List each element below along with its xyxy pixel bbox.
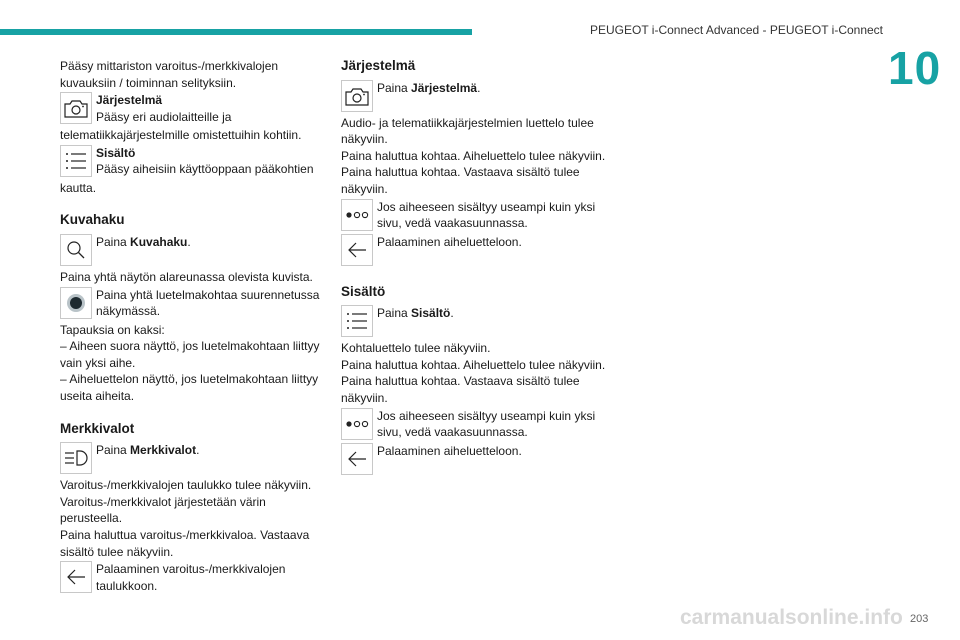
merkkivalot-back-entry [60, 561, 326, 595]
jarjestelma-back-text: Palaaminen aiheluetteloon. [377, 234, 522, 249]
sisalto-p2: Paina haluttua kohtaa. Aiheluettelo tulee näkyviin. [341, 357, 606, 372]
list-icon [60, 145, 92, 177]
kuvahaku-p3: – Aiheen suora näyttö, jos luetelmakohtaan liittyy vain yksi aihe. [60, 339, 320, 370]
sisalto-dots-entry [341, 408, 607, 442]
jarjestelma-heading: Järjestelmä [341, 58, 416, 73]
jarjestelma-paina-entry [341, 80, 607, 114]
merkkivalot-instruction: Paina Merkkivalot. [96, 443, 200, 458]
search-icon [60, 234, 92, 266]
back-arrow-icon [341, 234, 373, 266]
sisalto-p1: Kohtaluettelo tulee näkyviin. [341, 341, 491, 356]
dot-button-icon [60, 287, 92, 319]
page-dots-icon [341, 408, 373, 440]
kuvahaku-entry [60, 234, 326, 268]
jarjestelma-dots-entry [341, 199, 607, 233]
sisalto-desc: Pääsy aiheisiin käyttöoppaan pääkohtien [96, 162, 314, 177]
jarjestelma-instruction: Paina Järjestelmä. [377, 80, 481, 95]
jarjestelma-p3: Paina haluttua kohtaa. Vastaava sisältö tulee näkyviin. [341, 165, 580, 196]
sisalto-entry [60, 145, 326, 179]
sisalto-heading: Sisältö [341, 283, 386, 299]
kuvahaku-p2: Tapauksia on kaksi: [60, 322, 165, 337]
sisalto-dots-text: Jos aiheeseen sisältyy useampi kuin yksi sivu, vedä vaakasuunnassa. [377, 408, 596, 440]
jarjestelma-desc: Pääsy eri audiolaitteille ja [96, 109, 232, 124]
sisalto-instruction: Paina Sisältö. [377, 306, 454, 321]
page-number: 203 [910, 613, 929, 625]
sisalto-back-entry [341, 443, 607, 477]
header-title: PEUGEOT i-Connect Advanced - PEUGEOT i-Connect [590, 23, 884, 37]
sisalto-back-text: Palaaminen aiheluetteloon. [377, 443, 522, 458]
intro-text: Pääsy mittariston varoitus-/merkkivalojen kuvauksiin / toiminnan selityksiin. [60, 59, 279, 90]
camera-icon [341, 80, 373, 112]
sisalto-label: Sisältö [96, 145, 136, 160]
kuvahaku-p4: – Aiheluettelon näyttö, jos luetelmakohtaan liittyy useita aiheita. [60, 372, 319, 403]
kuvahaku-p1: Paina yhtä näytön alareunassa olevista kuvista. [60, 269, 313, 284]
back-arrow-icon [60, 561, 92, 593]
merkkivalot-p3: Paina haluttua varoitus-/merkkivaloa. Vastaava sisältö tulee näkyviin. [60, 527, 310, 559]
back-arrow-icon [341, 443, 373, 475]
page-dots-icon [341, 199, 373, 231]
kuvahaku-bullet-entry [60, 287, 326, 321]
right-column [341, 58, 607, 478]
header-accent-bar [0, 29, 472, 35]
merkkivalot-heading: Merkkivalot [60, 420, 135, 436]
kuvahaku-heading: Kuvahaku [60, 212, 125, 228]
list-icon [341, 305, 373, 337]
sisalto-p3: Paina haluttua kohtaa. Vastaava sisältö tulee näkyviin. [341, 374, 580, 405]
kuvahaku-bullet-text: Paina yhtä luetelmakohtaa suurennetussa näkymässä. [96, 287, 320, 319]
watermark: carmanualsonline.info [680, 606, 903, 629]
warning-lights-icon [60, 442, 92, 474]
left-column [60, 58, 326, 596]
kuvahaku-instruction: Paina Kuvahaku. [96, 234, 191, 249]
camera-icon [60, 92, 92, 124]
jarjestelma-back-entry [341, 234, 607, 268]
chapter-number: 10 [888, 42, 942, 94]
jarjestelma-p2: Paina haluttua kohtaa. Aiheluettelo tulee näkyviin. [341, 148, 606, 163]
jarjestelma-desc-cont: telematiikkajärjestelmille omistettuihin kohtiin. [60, 128, 302, 143]
jarjestelma-p1: Audio- ja telematiikkajärjestelmien luettelo tulee näkyviin. [341, 115, 594, 147]
merkkivalot-p2: Varoitus-/merkkivalot järjestetään värin perusteella. [60, 494, 266, 526]
merkkivalot-p1: Varoitus-/merkkivalojen taulukko tulee näkyviin. [60, 478, 312, 493]
merkkivalot-entry [60, 442, 326, 476]
jarjestelma-dots-text: Jos aiheeseen sisältyy useampi kuin yksi sivu, vedä vaakasuunnassa. [377, 199, 596, 231]
merkkivalot-back-text: Palaaminen varoitus-/merkkivalojen taulukkoon. [96, 562, 286, 593]
sisalto-desc-cont: kautta. [60, 180, 97, 195]
jarjestelma-entry [60, 92, 326, 126]
jarjestelma-label: Järjestelmä [96, 93, 163, 108]
sisalto-paina-entry [341, 305, 607, 339]
